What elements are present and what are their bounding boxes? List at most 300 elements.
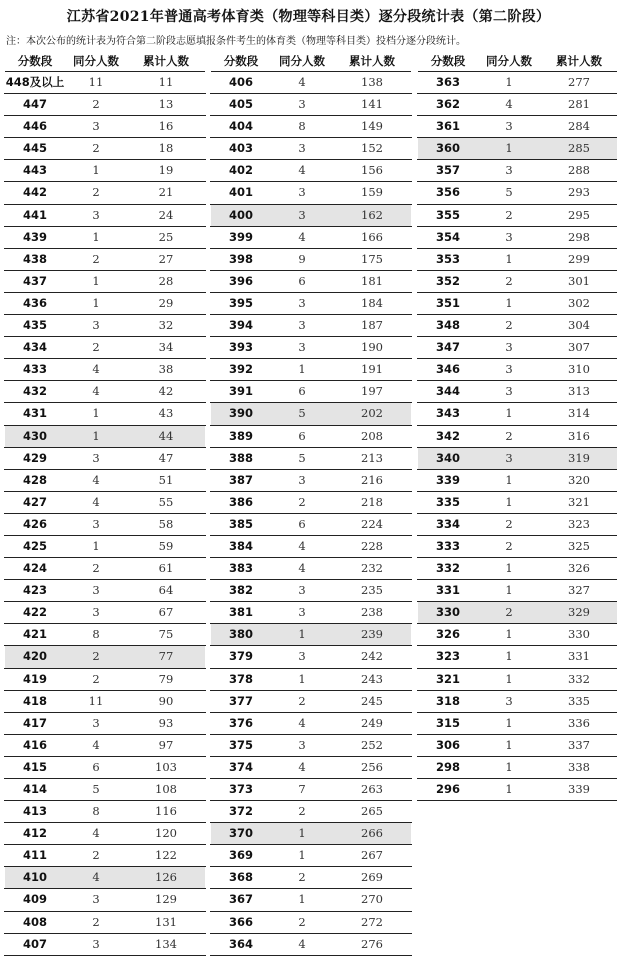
- cell-score: 367: [228, 892, 253, 907]
- cell-cumulative: 339: [568, 782, 590, 796]
- cell-score: 364: [228, 936, 253, 951]
- cell-cumulative: 332: [568, 671, 590, 686]
- cell-cumulative: 47: [158, 450, 174, 465]
- cell-score: 323: [435, 649, 460, 664]
- cell-score: 346: [435, 362, 460, 377]
- cell-cumulative: 32: [158, 318, 174, 333]
- table-row: [418, 205, 617, 227]
- cell-score: 429: [22, 450, 47, 465]
- page-title: 江苏省2021年普通高考体育类（物理等科目类）逐分段统计表（第二阶段）: [66, 9, 551, 25]
- table-row: [418, 337, 617, 359]
- table-row: [211, 470, 411, 492]
- cell-score: 410: [22, 870, 47, 885]
- cell-same-count: 3: [298, 605, 306, 620]
- cell-score: 383: [228, 561, 253, 576]
- cell-cumulative: 28: [158, 273, 174, 288]
- cell-score: 368: [228, 870, 253, 885]
- table-row: [5, 359, 205, 381]
- cell-cumulative: 166: [361, 229, 383, 244]
- cell-score: 418: [22, 693, 47, 708]
- cell-same-count: 4: [298, 163, 306, 178]
- cell-score: 392: [228, 362, 253, 377]
- table-row: [5, 337, 205, 359]
- cell-same-count: 8: [92, 804, 100, 819]
- cell-same-count: 7: [298, 782, 306, 796]
- cell-score: 415: [22, 759, 47, 774]
- table-row: [418, 646, 617, 668]
- table-row: [211, 867, 411, 889]
- table-row: [211, 249, 411, 271]
- cell-cumulative: 191: [361, 362, 383, 377]
- cell-cumulative: 181: [361, 273, 383, 288]
- cell-score: 407: [22, 936, 47, 951]
- cell-cumulative: 316: [568, 428, 590, 443]
- cell-same-count: 6: [92, 759, 100, 774]
- cell-score: 414: [22, 782, 47, 796]
- cell-score: 427: [22, 494, 47, 509]
- cell-same-count: 1: [505, 782, 513, 796]
- cell-cumulative: 314: [568, 406, 590, 421]
- cell-cumulative: 187: [361, 318, 383, 333]
- table-row: [211, 315, 411, 337]
- cell-cumulative: 277: [568, 75, 590, 89]
- cell-score: 434: [22, 340, 47, 355]
- cell-cumulative: 272: [361, 914, 383, 929]
- cell-score: 401: [228, 185, 253, 200]
- cell-cumulative: 245: [361, 693, 383, 708]
- cell-same-count: 1: [92, 406, 100, 421]
- header-same-count: 同分人数: [73, 54, 119, 68]
- cell-cumulative: 43: [158, 406, 174, 421]
- cell-cumulative: 51: [158, 472, 174, 487]
- cell-cumulative: 103: [155, 759, 177, 774]
- header-score: 分数段: [223, 54, 259, 68]
- cell-cumulative: 293: [568, 185, 590, 200]
- table-row: [418, 381, 617, 403]
- cell-cumulative: 313: [568, 384, 590, 399]
- header-cumulative: 累计人数: [556, 54, 602, 68]
- table-row: [211, 116, 411, 138]
- cell-same-count: 3: [298, 583, 306, 598]
- cell-same-count: 1: [298, 671, 306, 686]
- cell-score: 384: [228, 538, 253, 553]
- cell-same-count: 3: [298, 295, 306, 310]
- table-row: [5, 492, 205, 514]
- cell-score: 433: [22, 362, 47, 377]
- cell-same-count: 1: [298, 826, 306, 841]
- table-row: [418, 426, 617, 448]
- table-column-3: [418, 51, 617, 801]
- cell-same-count: 2: [92, 671, 100, 686]
- cell-same-count: 8: [92, 627, 100, 642]
- cell-score: 362: [435, 97, 460, 112]
- header-same-count: 同分人数: [279, 54, 325, 68]
- cell-score: 420: [22, 649, 47, 664]
- cell-same-count: 3: [92, 936, 100, 951]
- cell-cumulative: 319: [568, 450, 590, 465]
- cell-same-count: 3: [298, 207, 306, 222]
- cell-cumulative: 304: [568, 318, 590, 333]
- table-row: [5, 602, 205, 624]
- cell-same-count: 2: [92, 561, 100, 576]
- table-row: [418, 470, 617, 492]
- cell-score: 395: [228, 295, 253, 310]
- table-row: [418, 249, 617, 271]
- cell-cumulative: 298: [568, 229, 590, 244]
- cell-same-count: 2: [505, 318, 513, 333]
- cell-score: 390: [228, 406, 253, 421]
- table-row: [5, 227, 205, 249]
- cell-cumulative: 336: [568, 715, 590, 730]
- cell-same-count: 2: [505, 538, 513, 553]
- cell-cumulative: 218: [361, 494, 383, 509]
- cell-cumulative: 175: [361, 251, 383, 266]
- cell-score: 426: [22, 516, 47, 531]
- cell-score: 357: [435, 163, 460, 178]
- cell-cumulative: 58: [158, 516, 174, 531]
- cell-same-count: 1: [505, 561, 513, 576]
- table-row: [418, 691, 617, 713]
- cell-cumulative: 55: [158, 494, 174, 509]
- cell-cumulative: 120: [155, 826, 177, 841]
- cell-cumulative: 77: [158, 649, 174, 664]
- cell-same-count: 1: [505, 406, 513, 421]
- cell-same-count: 1: [505, 141, 513, 156]
- cell-cumulative: 228: [361, 538, 383, 553]
- cell-same-count: 1: [505, 251, 513, 266]
- cell-score: 399: [228, 229, 253, 244]
- table-row: [418, 514, 617, 536]
- cell-same-count: 1: [505, 583, 513, 598]
- header-same-count: 同分人数: [486, 54, 532, 68]
- cell-same-count: 2: [298, 804, 306, 819]
- cell-cumulative: 27: [158, 251, 174, 266]
- cell-same-count: 2: [298, 914, 306, 929]
- cell-cumulative: 299: [568, 251, 590, 266]
- cell-cumulative: 252: [361, 737, 383, 752]
- table-row: [5, 403, 205, 425]
- cell-same-count: 2: [505, 428, 513, 443]
- cell-cumulative: 25: [158, 229, 174, 244]
- cell-score: 369: [228, 848, 253, 863]
- cell-cumulative: 18: [158, 141, 174, 156]
- cell-score: 326: [435, 627, 460, 642]
- cell-score: 306: [435, 737, 460, 752]
- cell-same-count: 1: [505, 494, 513, 509]
- cell-cumulative: 159: [361, 185, 383, 200]
- cell-score: 404: [228, 119, 253, 134]
- cell-cumulative: 44: [158, 428, 174, 443]
- cell-cumulative: 276: [361, 936, 383, 951]
- cell-score: 355: [435, 207, 460, 222]
- header-cumulative: 累计人数: [143, 54, 189, 68]
- table-row: [211, 337, 411, 359]
- cell-cumulative: 90: [158, 693, 174, 708]
- cell-same-count: 1: [92, 538, 100, 553]
- cell-same-count: 1: [92, 273, 100, 288]
- cell-same-count: 2: [505, 516, 513, 531]
- cell-score: 339: [435, 472, 460, 487]
- cell-score: 377: [228, 693, 253, 708]
- cell-cumulative: 295: [568, 207, 590, 222]
- table-row: [418, 757, 617, 779]
- cell-same-count: 3: [505, 450, 513, 465]
- cell-same-count: 3: [505, 340, 513, 355]
- cell-cumulative: 202: [361, 406, 383, 421]
- cell-same-count: 2: [92, 340, 100, 355]
- cell-same-count: 3: [298, 97, 306, 112]
- cell-score: 348: [435, 318, 460, 333]
- cell-score: 344: [435, 384, 460, 399]
- cell-score: 385: [228, 516, 253, 531]
- cell-score: 351: [435, 295, 460, 310]
- table-row: [5, 536, 205, 558]
- table-row: [5, 160, 205, 182]
- cell-score: 318: [435, 693, 460, 708]
- table-row: [5, 94, 205, 116]
- table-row: [5, 580, 205, 602]
- cell-cumulative: 265: [361, 804, 383, 819]
- cell-score: 370: [228, 826, 253, 841]
- cell-score: 408: [22, 914, 47, 929]
- cell-cumulative: 269: [361, 870, 383, 885]
- table-row: [211, 779, 411, 801]
- cell-same-count: 3: [298, 141, 306, 156]
- cell-same-count: 11: [88, 693, 104, 708]
- cell-same-count: 3: [92, 583, 100, 598]
- cell-same-count: 3: [298, 737, 306, 752]
- table-row: [211, 205, 411, 227]
- cell-score: 296: [435, 782, 460, 796]
- cell-score: 315: [435, 715, 460, 730]
- cell-score: 402: [228, 163, 253, 178]
- cell-cumulative: 134: [155, 936, 177, 951]
- table-row: [418, 403, 617, 425]
- table-body: [418, 72, 617, 801]
- cell-same-count: 4: [92, 384, 100, 399]
- table-row: [5, 293, 205, 315]
- cell-cumulative: 243: [361, 671, 383, 686]
- table-row: [211, 757, 411, 779]
- cell-same-count: 4: [505, 97, 513, 112]
- cell-same-count: 3: [92, 892, 100, 907]
- cell-cumulative: 93: [158, 715, 174, 730]
- table-row: [5, 514, 205, 536]
- header-cumulative: 累计人数: [349, 54, 395, 68]
- table-header: [418, 51, 617, 72]
- cell-score: 400: [228, 207, 253, 222]
- cell-cumulative: 285: [568, 141, 590, 156]
- cell-same-count: 3: [505, 362, 513, 377]
- cell-cumulative: 122: [155, 848, 177, 863]
- cell-score: 413: [22, 804, 47, 819]
- cell-same-count: 5: [92, 782, 100, 796]
- cell-same-count: 4: [298, 561, 306, 576]
- cell-score: 391: [228, 384, 253, 399]
- table-row: [211, 691, 411, 713]
- cell-score: 421: [22, 627, 47, 642]
- table-row: [211, 912, 411, 934]
- table-row: [5, 271, 205, 293]
- cell-same-count: 1: [298, 848, 306, 863]
- cell-same-count: 1: [505, 472, 513, 487]
- cell-score: 352: [435, 273, 460, 288]
- cell-cumulative: 235: [361, 583, 383, 598]
- table-row: [5, 315, 205, 337]
- cell-cumulative: 208: [361, 428, 383, 443]
- table-row: [418, 94, 617, 116]
- cell-cumulative: 79: [158, 671, 174, 686]
- cell-same-count: 3: [298, 340, 306, 355]
- cell-score: 419: [22, 671, 47, 686]
- table-row: [5, 624, 205, 646]
- cell-cumulative: 216: [361, 472, 383, 487]
- cell-same-count: 3: [92, 450, 100, 465]
- cell-same-count: 3: [92, 605, 100, 620]
- cell-cumulative: 61: [158, 561, 174, 576]
- table-row: [418, 160, 617, 182]
- cell-cumulative: 19: [158, 163, 174, 178]
- cell-same-count: 1: [298, 362, 306, 377]
- cell-same-count: 3: [298, 472, 306, 487]
- cell-cumulative: 337: [568, 737, 590, 752]
- table-row: [211, 381, 411, 403]
- cell-score: 360: [435, 141, 460, 156]
- table-row: [418, 72, 617, 94]
- cell-same-count: 5: [505, 185, 513, 200]
- cell-score: 396: [228, 273, 253, 288]
- cell-cumulative: 321: [568, 494, 590, 509]
- table-row: [5, 249, 205, 271]
- cell-cumulative: 42: [158, 384, 174, 399]
- cell-score: 446: [22, 119, 47, 134]
- cell-score: 298: [435, 759, 460, 774]
- cell-cumulative: 97: [158, 737, 174, 752]
- table-row: [5, 801, 205, 823]
- table-row: [5, 912, 205, 934]
- table-row: [211, 823, 411, 845]
- cell-same-count: 6: [298, 428, 306, 443]
- table-row: [5, 426, 205, 448]
- table-row: [5, 779, 205, 801]
- table-row: [211, 713, 411, 735]
- table-row: [211, 160, 411, 182]
- cell-score: 372: [228, 804, 253, 819]
- cell-same-count: 2: [92, 848, 100, 863]
- table-row: [418, 558, 617, 580]
- table-row: [211, 403, 411, 425]
- cell-score: 376: [228, 715, 253, 730]
- table-row: [211, 359, 411, 381]
- cell-cumulative: 335: [568, 693, 590, 708]
- cell-cumulative: 307: [568, 340, 590, 355]
- table-row: [211, 138, 411, 160]
- table-row: [5, 934, 205, 956]
- cell-cumulative: 131: [155, 914, 177, 929]
- cell-cumulative: 16: [158, 119, 174, 134]
- cell-cumulative: 267: [361, 848, 383, 863]
- cell-score: 334: [435, 516, 460, 531]
- cell-same-count: 2: [298, 693, 306, 708]
- table-row: [418, 448, 617, 470]
- cell-cumulative: 330: [568, 627, 590, 642]
- cell-same-count: 4: [92, 826, 100, 841]
- cell-score: 448及以上: [5, 75, 65, 89]
- cell-score: 363: [435, 75, 460, 89]
- cell-score: 330: [435, 605, 460, 620]
- cell-cumulative: 126: [155, 870, 177, 885]
- cell-same-count: 1: [505, 649, 513, 664]
- table-row: [5, 205, 205, 227]
- cell-score: 443: [22, 163, 47, 178]
- cell-same-count: 11: [88, 75, 104, 89]
- table-row: [418, 359, 617, 381]
- table-row: [418, 536, 617, 558]
- table-row: [211, 94, 411, 116]
- cell-same-count: 1: [505, 627, 513, 642]
- cell-score: 386: [228, 494, 253, 509]
- cell-cumulative: 281: [568, 97, 590, 112]
- cell-same-count: 1: [92, 163, 100, 178]
- cell-score: 405: [228, 97, 253, 112]
- cell-score: 403: [228, 141, 253, 156]
- cell-same-count: 2: [298, 494, 306, 509]
- table-row: [418, 315, 617, 337]
- cell-same-count: 1: [298, 892, 306, 907]
- cell-same-count: 2: [92, 141, 100, 156]
- table-column-1: [5, 51, 205, 956]
- cell-score: 382: [228, 583, 253, 598]
- table-row: [418, 624, 617, 646]
- cell-score: 394: [228, 318, 253, 333]
- table-row: [211, 536, 411, 558]
- cell-same-count: 3: [92, 516, 100, 531]
- table-row: [5, 72, 205, 94]
- cell-score: 387: [228, 472, 253, 487]
- cell-cumulative: 162: [361, 207, 383, 222]
- cell-same-count: 3: [505, 119, 513, 134]
- table-row: [5, 646, 205, 668]
- table-row: [211, 182, 411, 204]
- cell-same-count: 3: [505, 384, 513, 399]
- cell-cumulative: 197: [361, 384, 383, 399]
- cell-same-count: 3: [298, 318, 306, 333]
- cell-cumulative: 338: [568, 759, 590, 774]
- cell-same-count: 4: [92, 737, 100, 752]
- cell-cumulative: 184: [361, 295, 383, 310]
- cell-cumulative: 29: [158, 295, 174, 310]
- table-body: [211, 72, 411, 956]
- cell-cumulative: 141: [361, 97, 383, 112]
- cell-score: 379: [228, 649, 253, 664]
- cell-score: 424: [22, 561, 47, 576]
- cell-score: 335: [435, 494, 460, 509]
- cell-cumulative: 59: [158, 538, 174, 553]
- table-row: [418, 779, 617, 801]
- cell-same-count: 1: [298, 627, 306, 642]
- table-row: [418, 116, 617, 138]
- cell-same-count: 5: [298, 450, 306, 465]
- cell-cumulative: 320: [568, 472, 590, 487]
- table-header: [5, 51, 205, 72]
- table-row: [418, 293, 617, 315]
- cell-same-count: 1: [505, 75, 513, 89]
- cell-same-count: 1: [505, 759, 513, 774]
- cell-cumulative: 326: [568, 561, 590, 576]
- cell-score: 412: [22, 826, 47, 841]
- cell-score: 442: [22, 185, 47, 200]
- page-note: 注：本次公布的统计表为符合第二阶段志愿填报条件考生的体育类（物理等科目类）投档分逐分段统计。: [6, 36, 466, 47]
